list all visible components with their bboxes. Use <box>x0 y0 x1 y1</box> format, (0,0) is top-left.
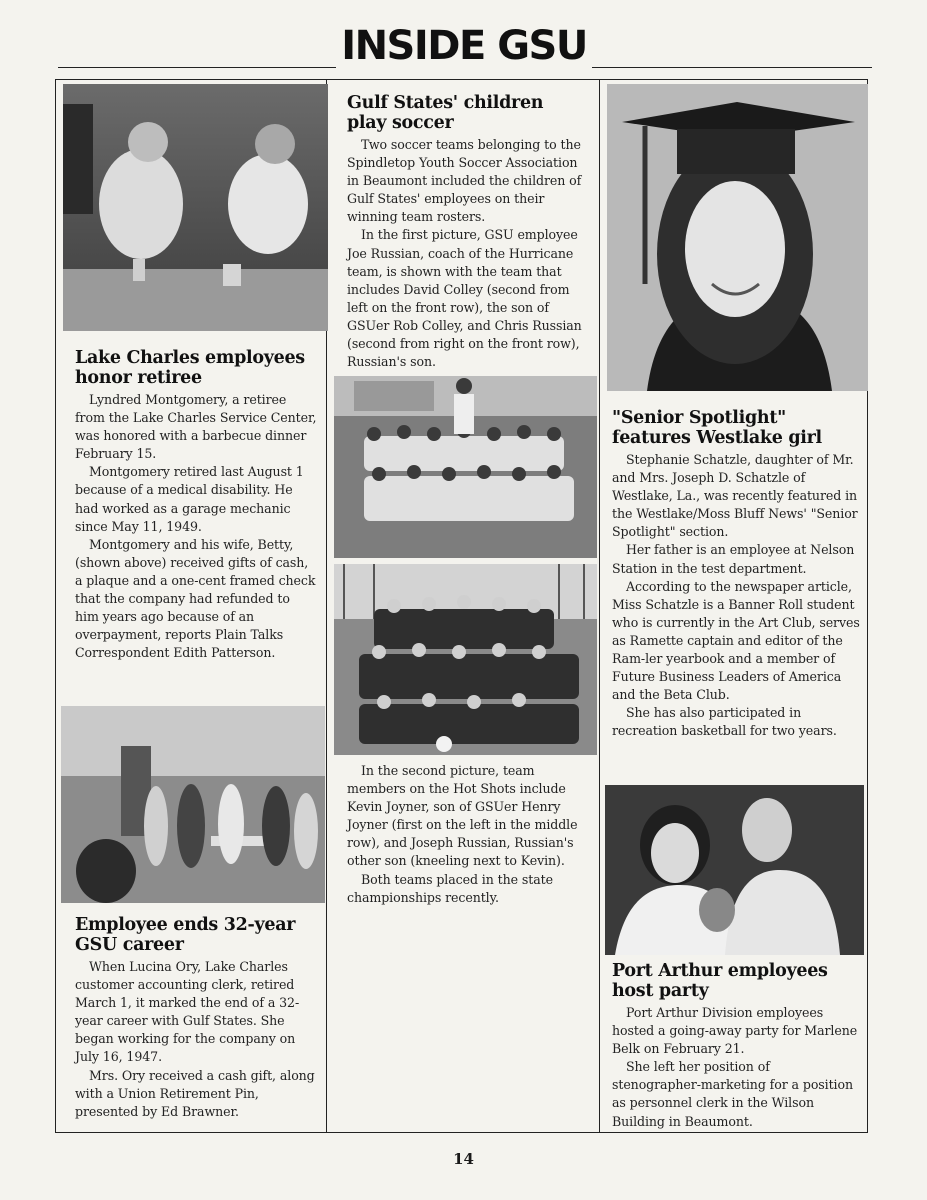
headline-soccer: Gulf States' children play soccer <box>347 93 544 133</box>
paragraph: Two soccer teams belonging to the Spindletop Youth Soccer Association in Beaumont included the children of Gulf States' employees on their winning team rosters. <box>347 137 582 225</box>
paragraph: Her father is an employee at Nelson Station in the test department. <box>612 542 855 576</box>
photo-going-away-party <box>605 785 864 955</box>
paragraph: She left her position of stenographer-marketing for a position as personnel clerk in the Wilson Building in Beaumont. <box>612 1059 853 1129</box>
article-lake-charles <box>75 348 317 662</box>
article-soccer-continued <box>347 762 587 907</box>
photo-stephanie-schatzle <box>607 84 868 391</box>
paragraph: She has also participated in recreation basketball for two years. <box>612 705 837 739</box>
photo-barbecue-dinner <box>63 84 328 331</box>
photo-hot-shots-team <box>334 564 597 755</box>
article-port-arthur <box>612 961 862 1131</box>
page-number: 14 <box>453 1150 474 1168</box>
paragraph: Port Arthur Division employees hosted a going-away party for Marlene Belk on February 21. <box>612 1005 858 1057</box>
article-employee-ends <box>75 915 320 1121</box>
paragraph: In the second picture, team members on the Hot Shots include Kevin Joyner, son of GSUer Henry Joyner (first on the left in the middle row), and Joseph Russian, Russian's other son (kneeling next to Kevin). <box>347 763 578 869</box>
headline-lake-charles: Lake Charles employees honor retiree <box>75 348 305 388</box>
masthead-rule-left <box>58 67 336 68</box>
paragraph: Stephanie Schatzle, daughter of Mr. and Mrs. Joseph D. Schatzle of Westlake, La., was recently featured in the Westlake/Moss Bluff News' "Senior Spotlight" section. <box>612 452 858 540</box>
photo-hurricane-team <box>334 376 597 558</box>
article-spotlight <box>612 408 862 741</box>
paragraph: Montgomery retired last August 1 because of a medical disability. He had worked as a garage mechanic since May 11, 1949. <box>75 464 304 534</box>
paragraph: Both teams placed in the state championships recently. <box>347 871 553 905</box>
article-soccer <box>347 93 587 371</box>
headline-port-arthur: Port Arthur employees host party <box>612 961 828 1001</box>
paragraph: When Lucina Ory, Lake Charles customer accounting clerk, retired March 1, it marked the end of a 32-year career with Gulf States. She began working for the company on July 16, 1947. <box>75 959 300 1065</box>
headline-spotlight: "Senior Spotlight" features Westlake girl <box>612 408 822 448</box>
paragraph: In the first picture, GSU employee Joe Russian, coach of the Hurricane team, is shown with the team that includes David Colley (second from left on the front row), the son of GSUer Rob Colley, and Chris Russian (second from right on the front row), Russian's son. <box>347 227 582 370</box>
column-divider-right <box>599 79 600 1133</box>
masthead <box>0 22 927 72</box>
photo-retirement-party <box>61 706 325 903</box>
paragraph: Lyndred Montgomery, a retiree from the Lake Charles Service Center, was honored with a barbecue dinner February 15. <box>75 392 317 462</box>
masthead-rule-right <box>592 67 872 68</box>
paragraph: Montgomery and his wife, Betty, (shown above) received gifts of cash, a plaque and a one-cent framed check that the company had refunded to him years ago because of an overpayment, reports Plain Talks Correspondent Edith Patterson. <box>75 536 316 661</box>
masthead-title: INSIDE GSU <box>341 23 587 69</box>
paragraph: Mrs. Ory received a cash gift, along with a Union Retirement Pin, presented by Ed Brawner. <box>75 1067 315 1119</box>
paragraph: According to the newspaper article, Miss Schatzle is a Banner Roll student who is currently in the Art Club, serves as Ramette captain and editor of the Ram-ler yearbook and a member of Future Business Leaders of America and the Beta Club. <box>612 578 860 703</box>
headline-employee-ends: Employee ends 32-year GSU career <box>75 915 296 955</box>
